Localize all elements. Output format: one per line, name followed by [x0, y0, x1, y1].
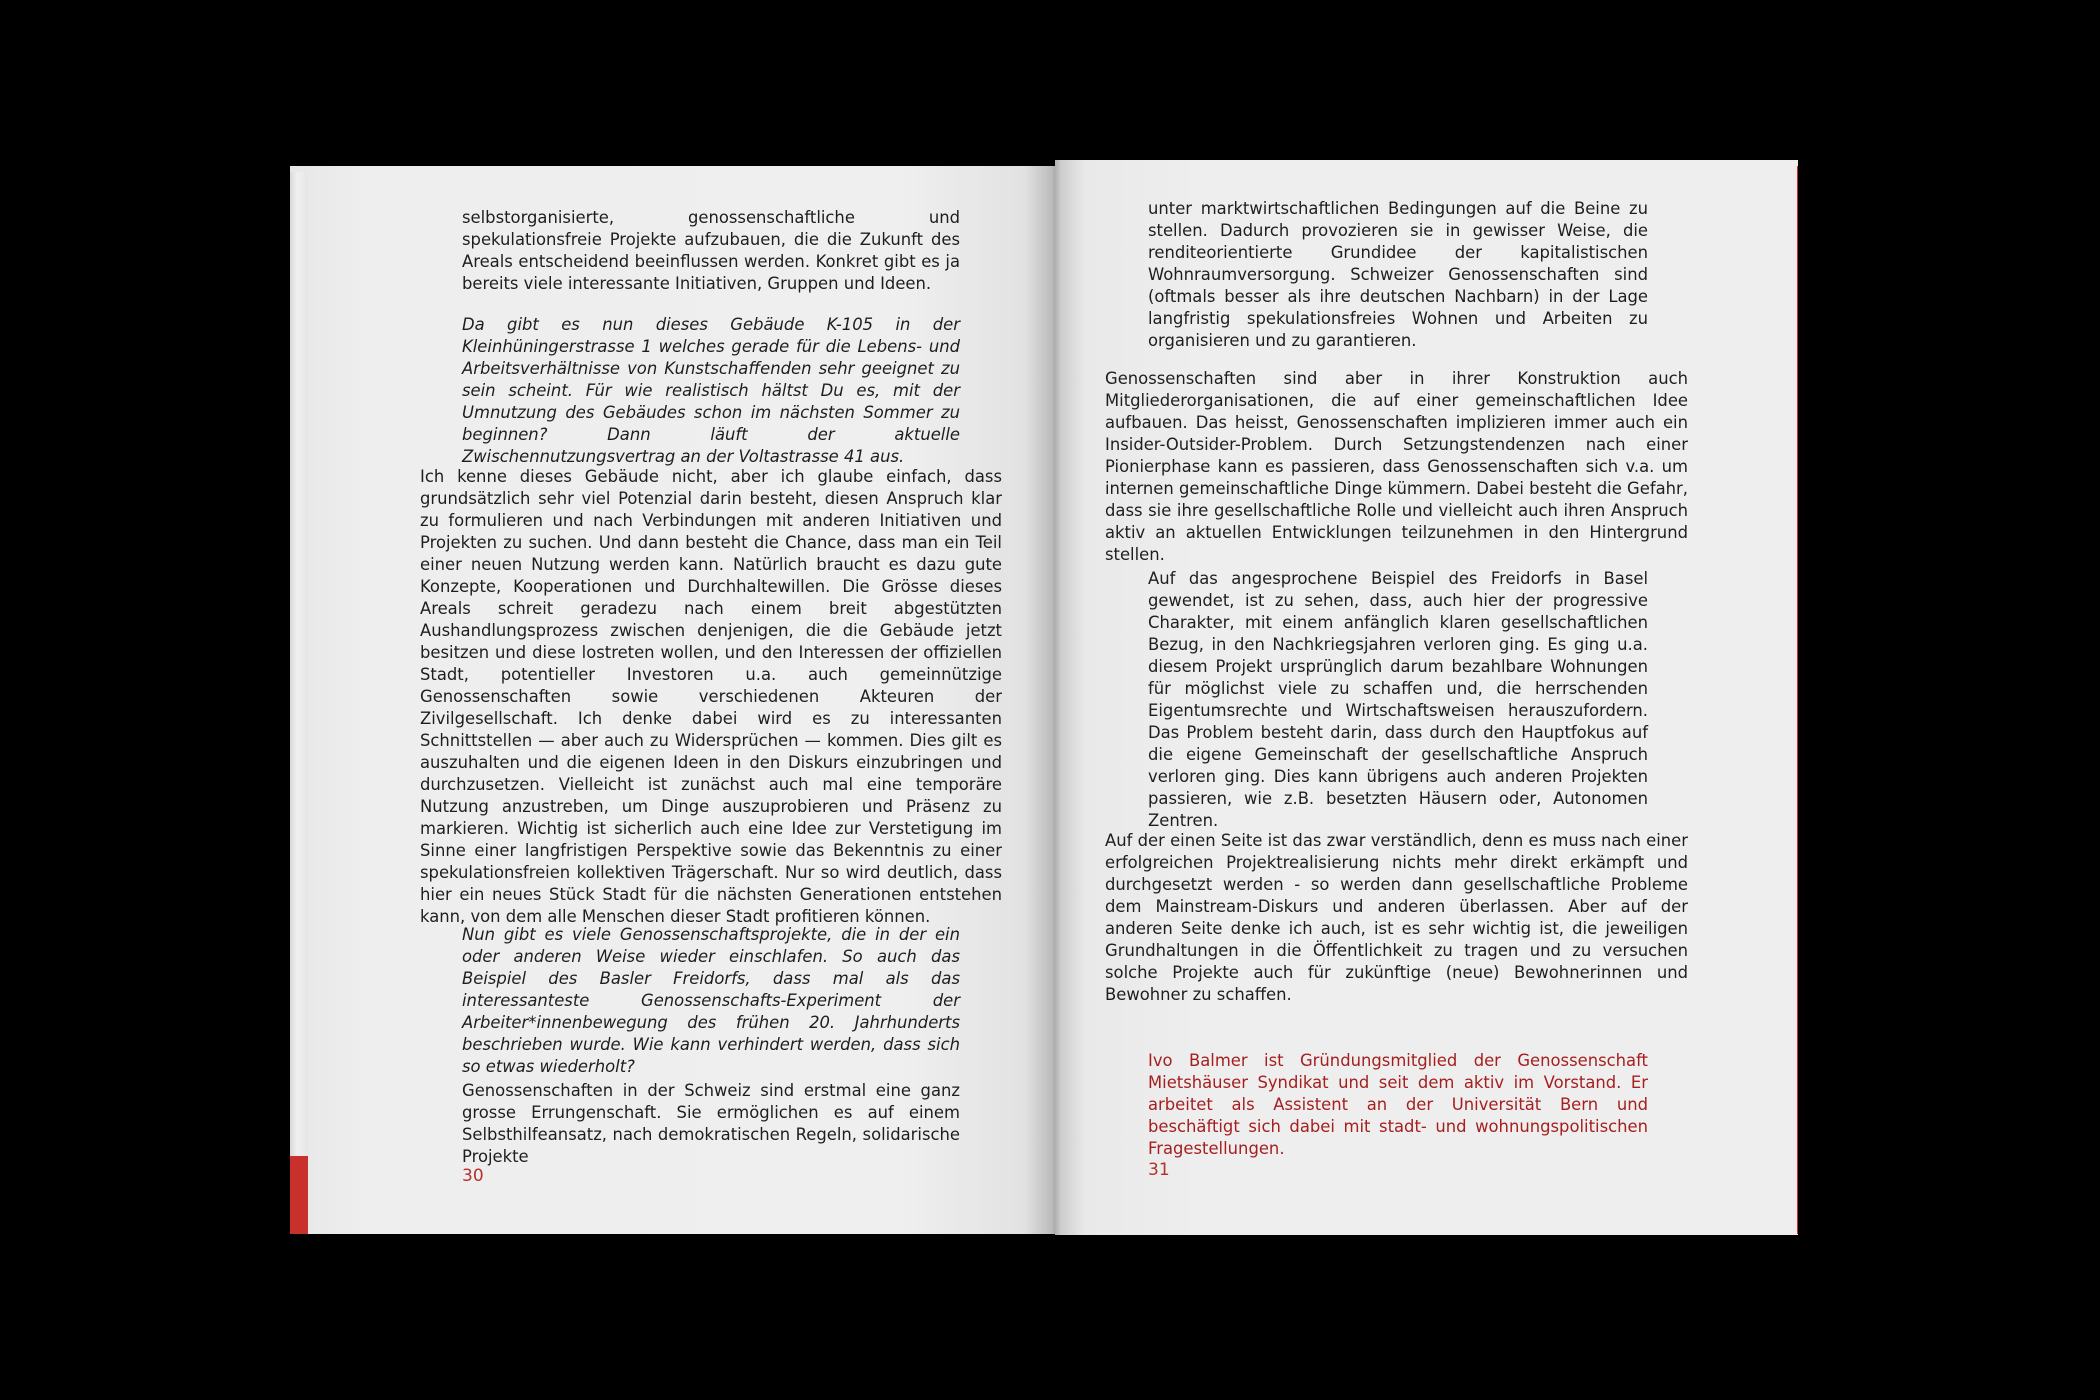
author-bio-text: Ivo Balmer ist Gründungsmitglied der Genossenschaft Mietshäuser Syndikat und seit dem aktiv im Vorstand. Er arbeitet als Assistent an der Universität Bern und beschäftigt sich dabei mit stadt- und wohnungspolitischen Fragestellungen. [1148, 1051, 1648, 1158]
red-page-edge [290, 1156, 308, 1234]
paragraph-text: unter marktwirtschaftlichen Bedingungen auf die Beine zu stellen. Dadurch provozieren sie in gewisser Weise, die renditeorientierte Grundidee der kapitalistischen Wohnraumversorgung. Schweizer Genossenschaften sind (oftmals besser als ihre deutschen Nachbarn) in der Lage langfristig spekulationsfreies Wohnen und Arbeiten zu organisieren und zu garantieren. [1148, 199, 1648, 350]
paragraph [462, 207, 960, 295]
left-page [290, 166, 1055, 1234]
answer-text: Ich kenne dieses Gebäude nicht, aber ich glaube einfach, dass grundsätzlich sehr viel Potenzial darin besteht, diesen Anspruch klar zu formulieren und nach Verbindungen mit anderen Initiativen und Projekten zu suchen. Und dann besteht die Chance, dass man ein Teil einer neuen Nutzung werden kann. Natürlich braucht es dazu gute Konzepte, Kooperationen und Durchhaltewillen. Die Grösse dieses Areals schreit geradezu nach einem breit abgestützten Aushandlungsprozess zwischen denjenigen, die die Gebäude jetzt besitzen und diese lostreten wollen, und den Interessen der offiziellen Stadt, potentieller Investoren u.a. auch gemeinnützige Genossenschaften sowie verschiedenen Akteuren der Zivilgesellschaft. Ich denke dabei wird es zu interessanten Schnittstellen — aber auch zu Widersprüchen — kommen. Dies gilt es auszuhalten und die eigenen Ideen in den Diskurs einzubringen und durchzusetzen. Vielleicht ist zunächst auch mal eine temporäre Nutzung anzustreben, um Dinge auszuprobieren und Präsenz zu markieren. Wichtig ist sicherlich auch eine Idee zur Verstetigung im Sinne einer langfristigen Perspektive sowie das Bekenntnis zu einer spekulationsfreien kollektiven Trägerschaft. Nur so wird deutlich, dass hier ein neues Stück Stadt für die nächsten Generationen entstehen kann, von dem alle Menschen dieser Stadt profitieren können. [420, 467, 1002, 926]
paragraph-text: Genossenschaften in der Schweiz sind erstmal eine ganz grosse Errungenschaft. Sie ermöglichen es auf einem Selbsthilfeansatz, nach demokratischen Regeln, solidarische Projekte [462, 1081, 960, 1166]
page-number: 30 [462, 1166, 484, 1186]
paragraph [1105, 830, 1688, 1006]
paragraph [1148, 568, 1648, 832]
question [462, 314, 960, 468]
paragraph [1105, 368, 1688, 566]
author-bio [1148, 1050, 1648, 1160]
answer-paragraph [420, 466, 1002, 928]
paragraph-text: selbstorganisierte, genossenschaftliche und spekulationsfreie Projekte aufzubauen, die die Zukunft des Areals entscheidend beeinflussen werden. Konkret gibt es ja bereits viele interessante Initiativen, Gruppen und Ideen. [462, 208, 960, 293]
paragraph-text: Genossenschaften sind aber in ihrer Konstruktion auch Mitgliederorganisationen, die auf einer gemeinschaftlichen Idee aufbauen. Das heisst, Genossenschaften implizieren immer auch ein Insider-Outsider-Problem. Durch Setzungstendenzen nach einer Pionierphase kann es passieren, dass Genossenschaften sich v.a. um internen gemeinschaftliche Dinge kümmern. Dabei besteht die Gefahr, dass sie ihre gesellschaftliche Rolle und vielleicht auch ihren Anspruch aktiv an aktuellen Entwicklungen teilzunehmen in den Hintergrund stellen. [1105, 369, 1688, 564]
paragraph-text: Auf das angesprochene Beispiel des Freidorfs in Basel gewendet, ist zu sehen, dass, auch hier der progressive Charakter, mit einem anfänglich klaren gesellschaftlichen Bezug, in den Nachkriegsjahren verloren ging. Es ging u.a. diesem Projekt ursprünglich darum bezahlbare Wohnungen für möglichst viele zu schaffen und, die herrschenden Eigentumsrechte und Wirtschaftsweisen herauszufordern. Das Problem besteht darin, dass durch den Hauptfokus auf die eigene Gemeinschaft der gesellschaftliche Anspruch verloren ging. Dies kann übrigens auch anderen Projekten passieren, wie z.B. besetzten Häusern oder, Autonomen Zentren. [1148, 569, 1648, 830]
page-number: 31 [1148, 1160, 1170, 1180]
paragraph-text: Auf der einen Seite ist das zwar verständlich, denn es muss nach einer erfolgreichen Projektrealisierung nichts mehr direkt erkämpft und durchgesetzt werden - so werden dann gesellschaftliche Probleme dem Mainstream-Diskurs und anderen überlassen. Aber auf der anderen Seite denke ich auch, ist es sehr wichtig ist, die jeweiligen Grundhaltungen in die Öffentlichkeit zu tragen und zu versuchen solche Projekte auch für zukünftige (neue) Bewohnerinnen und Bewohner zu schaffen. [1105, 831, 1688, 1004]
paragraph [462, 1080, 960, 1168]
paragraph [1148, 198, 1648, 352]
page-stack-edge [290, 172, 308, 1234]
question-text: Nun gibt es viele Genossenschaftsprojekte, die in der ein oder anderen Weise wieder einschlafen. So auch das Beispiel des Basler Freidorfs, dass mal als das interessanteste Genossenschafts-Experiment der Arbeiter*innenbewegung des frühen 20. Jahrhunderts beschrieben wurde. Wie kann verhindert werden, dass sich so etwas wiederholt? [462, 925, 960, 1076]
question [462, 924, 960, 1078]
right-page [1055, 160, 1798, 1235]
open-book-spread [290, 160, 1800, 1235]
red-page-edge [1797, 166, 1798, 1234]
question-text: Da gibt es nun dieses Gebäude K-105 in der Kleinhüningerstrasse 1 welches gerade für die Lebens- und Arbeitsverhältnisse von Kunstschaffenden sehr geeignet zu sein scheint. Für wie realistisch hältst Du es, mit der Umnutzung des Gebäudes schon im nächsten Sommer zu beginnen? Dann läuft der aktuelle Zwischennutzungsvertrag an der Voltastrasse 41 aus. [462, 315, 960, 466]
